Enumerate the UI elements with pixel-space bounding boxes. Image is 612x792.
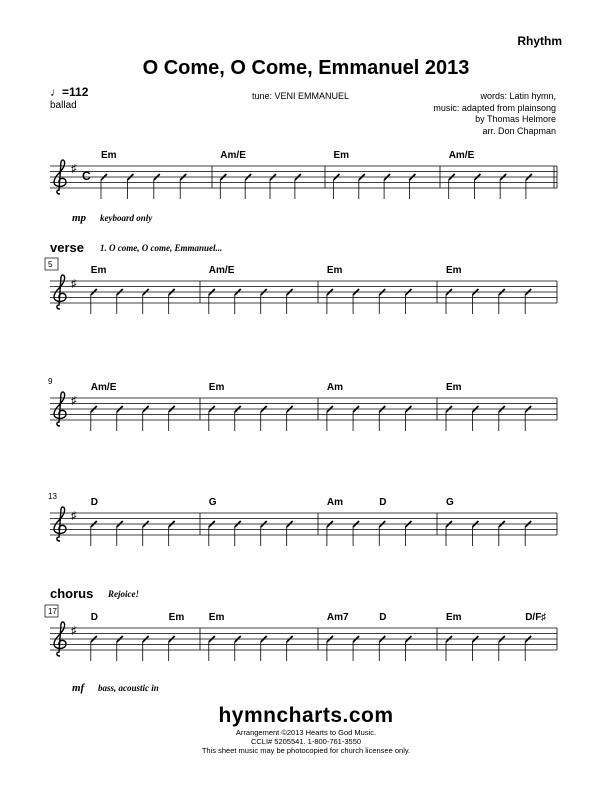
dynamic-mp: mp	[72, 212, 87, 224]
credit-line: arr. Don Chapman	[482, 125, 556, 136]
chord-symbol: Em	[326, 265, 343, 276]
chord-symbol: Em	[446, 382, 462, 393]
license-line: This sheet music may be photocopied for church licensee only.	[201, 746, 411, 755]
key-signature-sharp-icon: ♯	[71, 278, 77, 290]
chord-symbol: Em	[208, 382, 225, 393]
song-title: O Come, O Come, Emmanuel 2013	[142, 57, 470, 79]
part-label: Rhythm	[517, 34, 562, 48]
instrumentation-note: bass, acoustic in	[98, 683, 159, 693]
chord-symbol: Em	[446, 265, 462, 276]
key-signature-sharp-icon: ♯	[71, 395, 77, 407]
measure-number: 5	[48, 260, 53, 269]
ccli-line: CCLI# 5205541. 1-800-761-3550	[250, 737, 362, 746]
chord-symbol: G	[208, 497, 217, 508]
key-signature-sharp-icon: ♯	[71, 510, 77, 522]
section-verse: verse	[50, 240, 84, 255]
chord-symbol: Am/E	[448, 150, 475, 161]
measure-number: 17	[48, 607, 57, 616]
chord-symbol: Am/E	[220, 150, 246, 161]
footer	[0, 704, 612, 755]
tempo-marking: ♩=112	[50, 85, 89, 99]
common-time-icon: C	[82, 169, 91, 183]
key-signature-sharp-icon: ♯	[71, 625, 77, 637]
verse-lyric-cue: 1. O come, O come, Emmanuel...	[100, 243, 223, 253]
chord-symbol: Em	[208, 612, 225, 623]
copyright-line: Arrangement ©2013 Hearts to God Music.	[235, 728, 377, 737]
dynamic-mf: mf	[72, 682, 85, 694]
chord-symbol: Am/E	[90, 382, 117, 393]
chord-symbol: Am7	[326, 612, 349, 623]
chord-symbol: D	[90, 497, 99, 508]
chord-symbol: D	[90, 612, 99, 623]
hymncharts-logo: hymncharts.com	[218, 704, 394, 727]
chord-symbol: G	[446, 497, 454, 508]
section-chorus: chorus	[50, 586, 94, 601]
chord-symbol: D/F♯	[525, 612, 547, 623]
credit-line: by Thomas Helmore	[475, 114, 556, 124]
credit-line: music: adapted from plainsong	[433, 102, 556, 113]
chord-symbol: D	[379, 612, 387, 623]
chord-symbol: Em	[90, 265, 107, 276]
key-signature-sharp-icon: ♯	[71, 163, 77, 175]
chord-symbol: Am	[326, 382, 344, 393]
measure-number: 13	[48, 492, 57, 501]
chord-symbol: Em	[168, 612, 185, 623]
chorus-cue: Rejoice!	[108, 589, 139, 599]
chord-symbol: Em	[101, 150, 117, 161]
chord-symbol: Am	[326, 497, 344, 508]
chord-symbol: Em	[333, 150, 350, 161]
style-label: ballad	[50, 100, 77, 111]
credit-line: words: Latin hymn,	[480, 91, 556, 101]
chord-symbol: D	[379, 497, 387, 508]
tune-name: tune: VENI EMMANUEL	[252, 91, 350, 101]
measure-number: 9	[48, 377, 53, 386]
chord-symbol: Em	[446, 612, 462, 623]
instrumentation-note: keyboard only	[100, 213, 153, 223]
chord-symbol: Am/E	[208, 265, 235, 276]
